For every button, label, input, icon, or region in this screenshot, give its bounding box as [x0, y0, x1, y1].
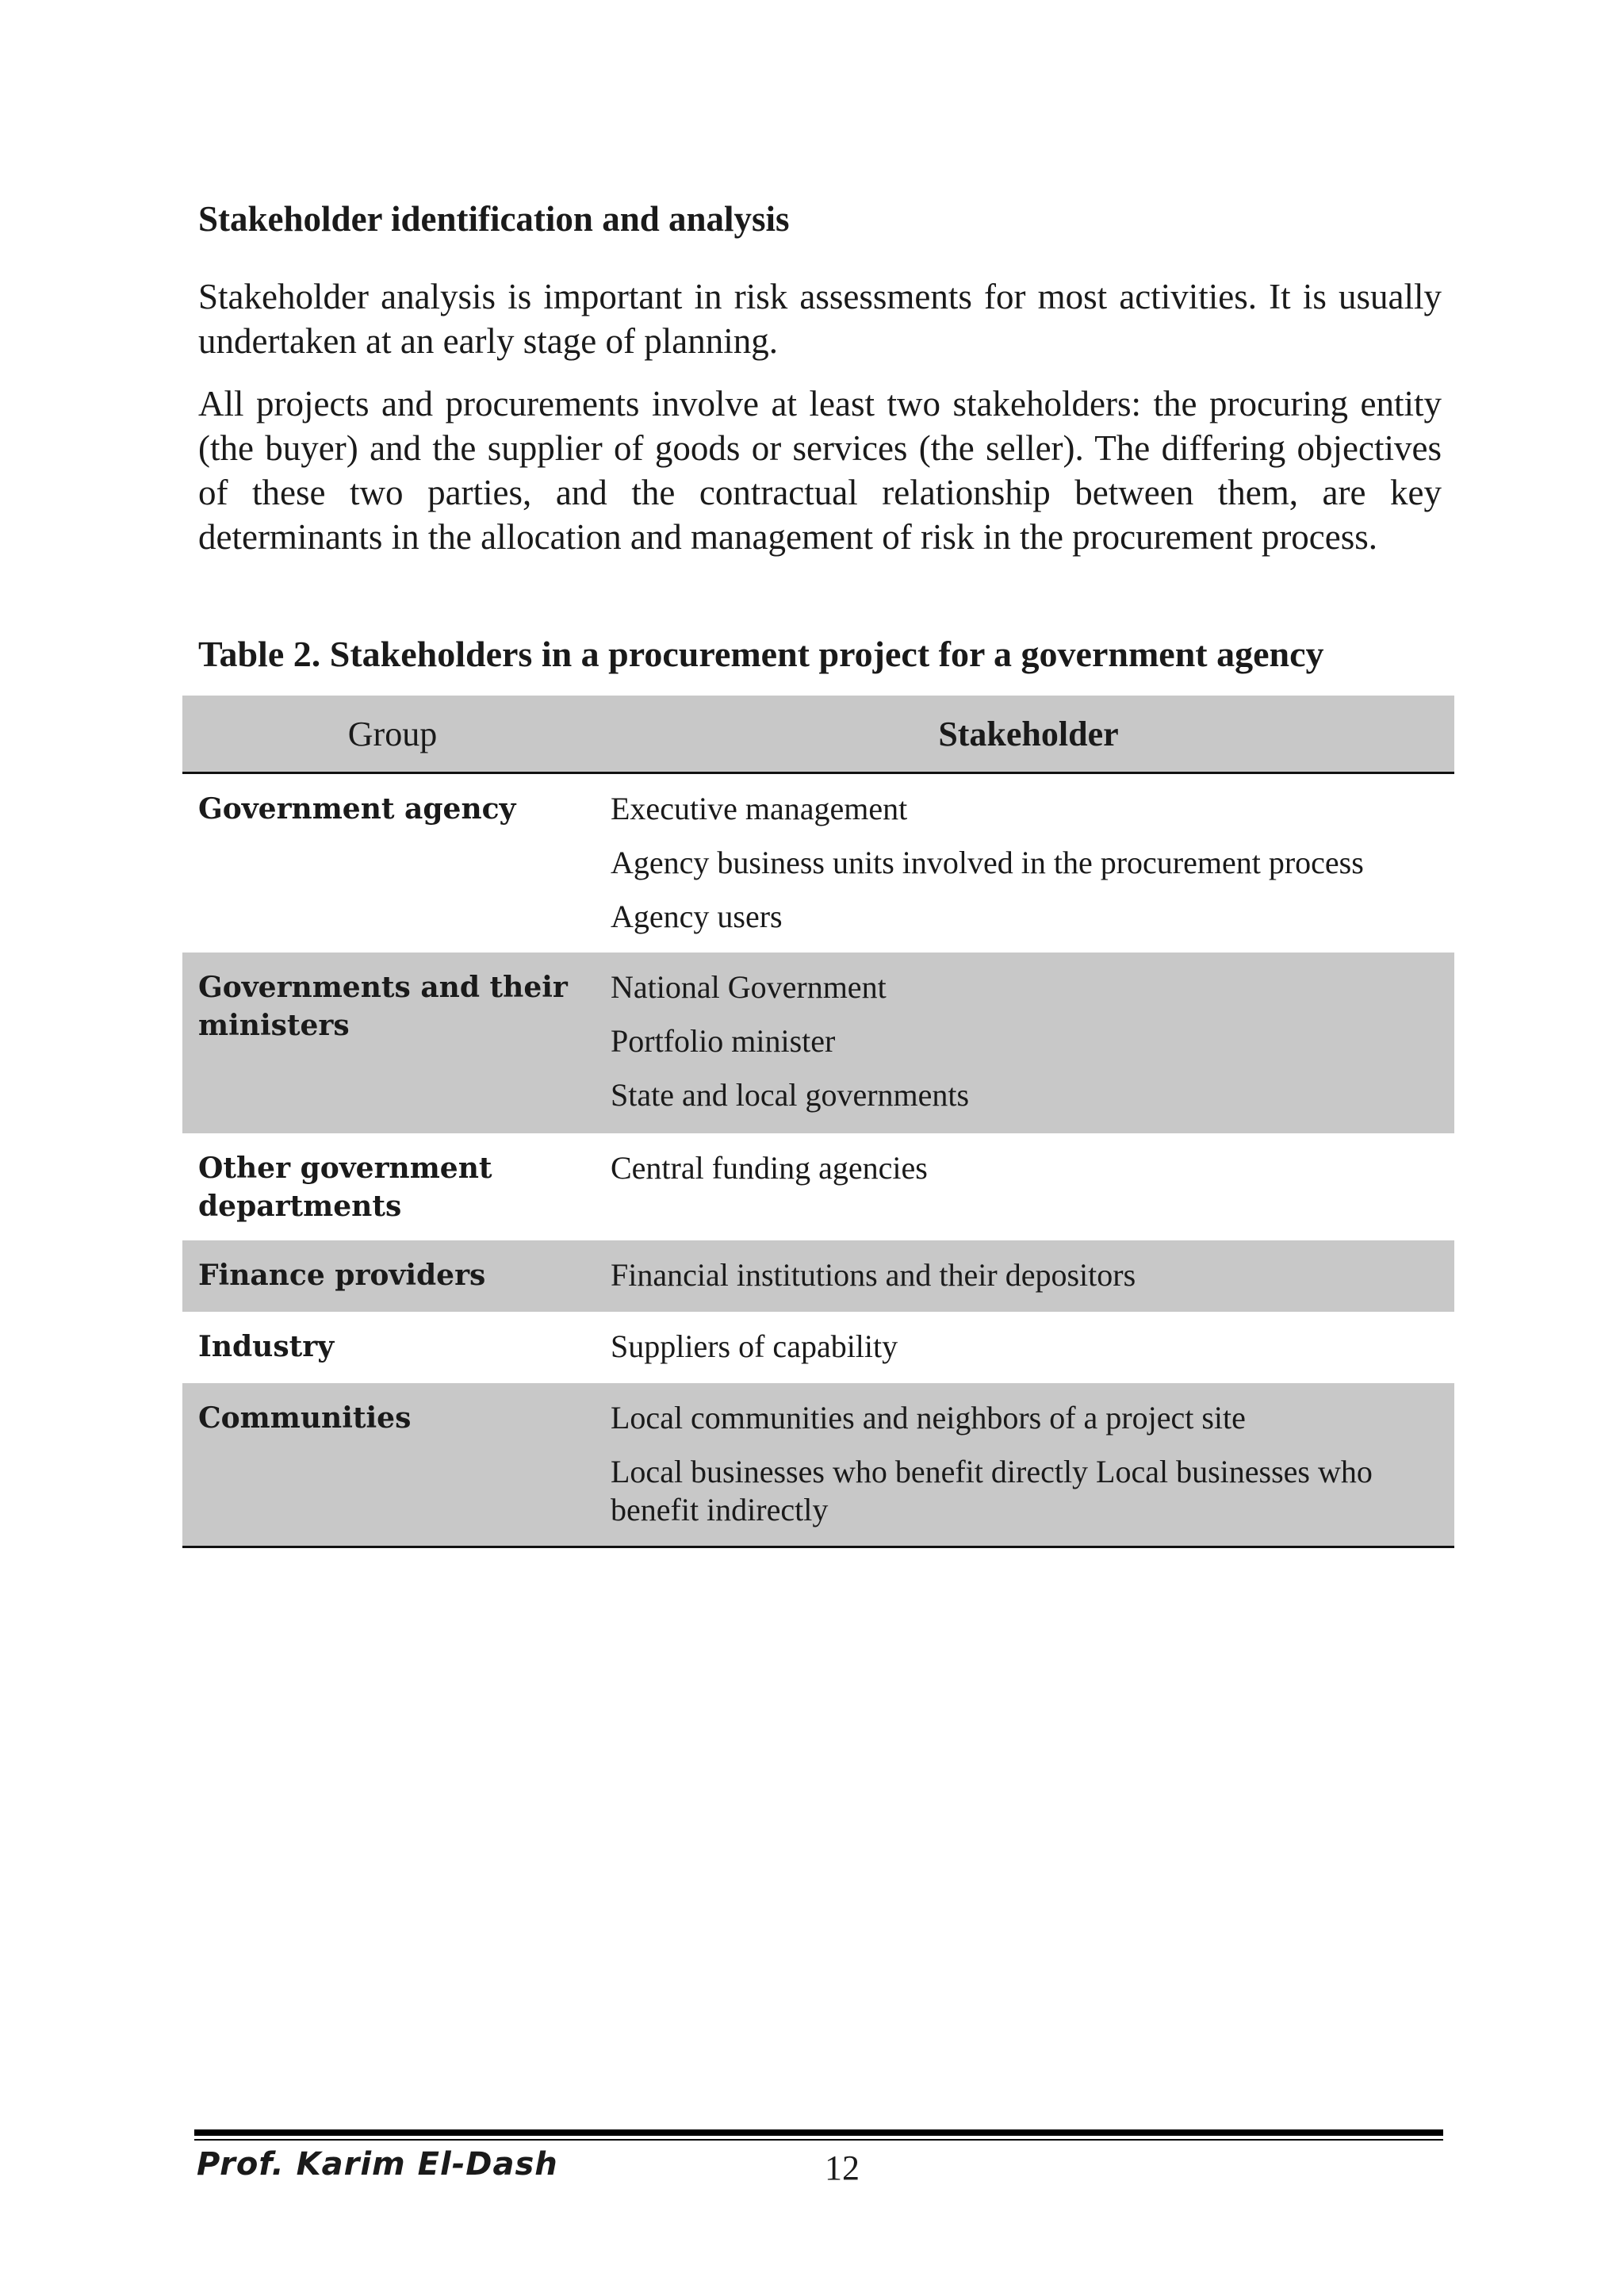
stakeholder-item: Agency users: [611, 899, 783, 934]
group-cell: Other government departments: [198, 1152, 492, 1223]
stakeholder-cell: [603, 968, 1454, 1133]
stakeholder-cell: [603, 790, 1454, 953]
stakeholder-item: National Government: [611, 969, 887, 1005]
table-row: [182, 1383, 1454, 1548]
footer-divider-thin: [194, 2139, 1443, 2141]
stakeholder-item: Central funding agencies: [611, 1150, 928, 1186]
stakeholder-cell: [603, 1328, 1454, 1383]
column-header-group: Group: [347, 714, 438, 753]
stakeholder-item: State and local governments: [611, 1077, 970, 1113]
table-header-row: [182, 696, 1454, 774]
group-cell: Communities: [198, 1401, 412, 1435]
stakeholder-cell: [603, 1149, 1454, 1240]
stakeholder-table: [182, 696, 1454, 1548]
stakeholder-item: Suppliers of capability: [611, 1328, 898, 1364]
table-row: [182, 774, 1454, 953]
paragraph: Stakeholder analysis is important in risk assessments for most activities. It is usually undertaken at an early stage of planning.: [198, 277, 1442, 361]
group-cell: Finance providers: [198, 1259, 486, 1292]
table-row: [182, 953, 1454, 1133]
stakeholder-item: Portfolio minister: [611, 1023, 836, 1059]
table-row: [182, 1133, 1454, 1240]
stakeholder-item: Local communities and neighbors of a project site: [611, 1400, 1246, 1435]
stakeholder-item: Financial institutions and their depositors: [611, 1257, 1136, 1293]
stakeholder-cell: [603, 1399, 1454, 1546]
table-row: [182, 1312, 1454, 1383]
group-cell: Governments and their ministers: [198, 971, 568, 1042]
stakeholder-item: Agency business units involved in the procurement process: [611, 845, 1364, 880]
table-row: [182, 1240, 1454, 1312]
stakeholder-item: Executive management: [611, 791, 908, 826]
section-heading: Stakeholder identification and analysis: [198, 199, 790, 239]
footer-divider: [194, 2129, 1443, 2136]
paragraph: All projects and procurements involve at least two stakeholders: the procuring entity (the buyer) and the supplier of goods or services (the seller). The differing objectives of these two parties, and the contractual relationship between them, are key determinants in the allocation and management of risk in the procurement process.: [198, 384, 1442, 557]
page-number: 12: [825, 2148, 860, 2187]
stakeholder-item: Local businesses who benefit directly Local businesses who benefit indirectly: [611, 1454, 1373, 1527]
table-caption: Table 2. Stakeholders in a procurement project for a government agency: [198, 634, 1324, 674]
column-header-stakeholder: Stakeholder: [938, 714, 1119, 753]
stakeholder-cell: [603, 1256, 1454, 1312]
group-cell: Government agency: [198, 792, 516, 826]
footer-author: Prof. Karim El-Dash: [197, 2146, 558, 2183]
group-cell: Industry: [198, 1330, 335, 1363]
